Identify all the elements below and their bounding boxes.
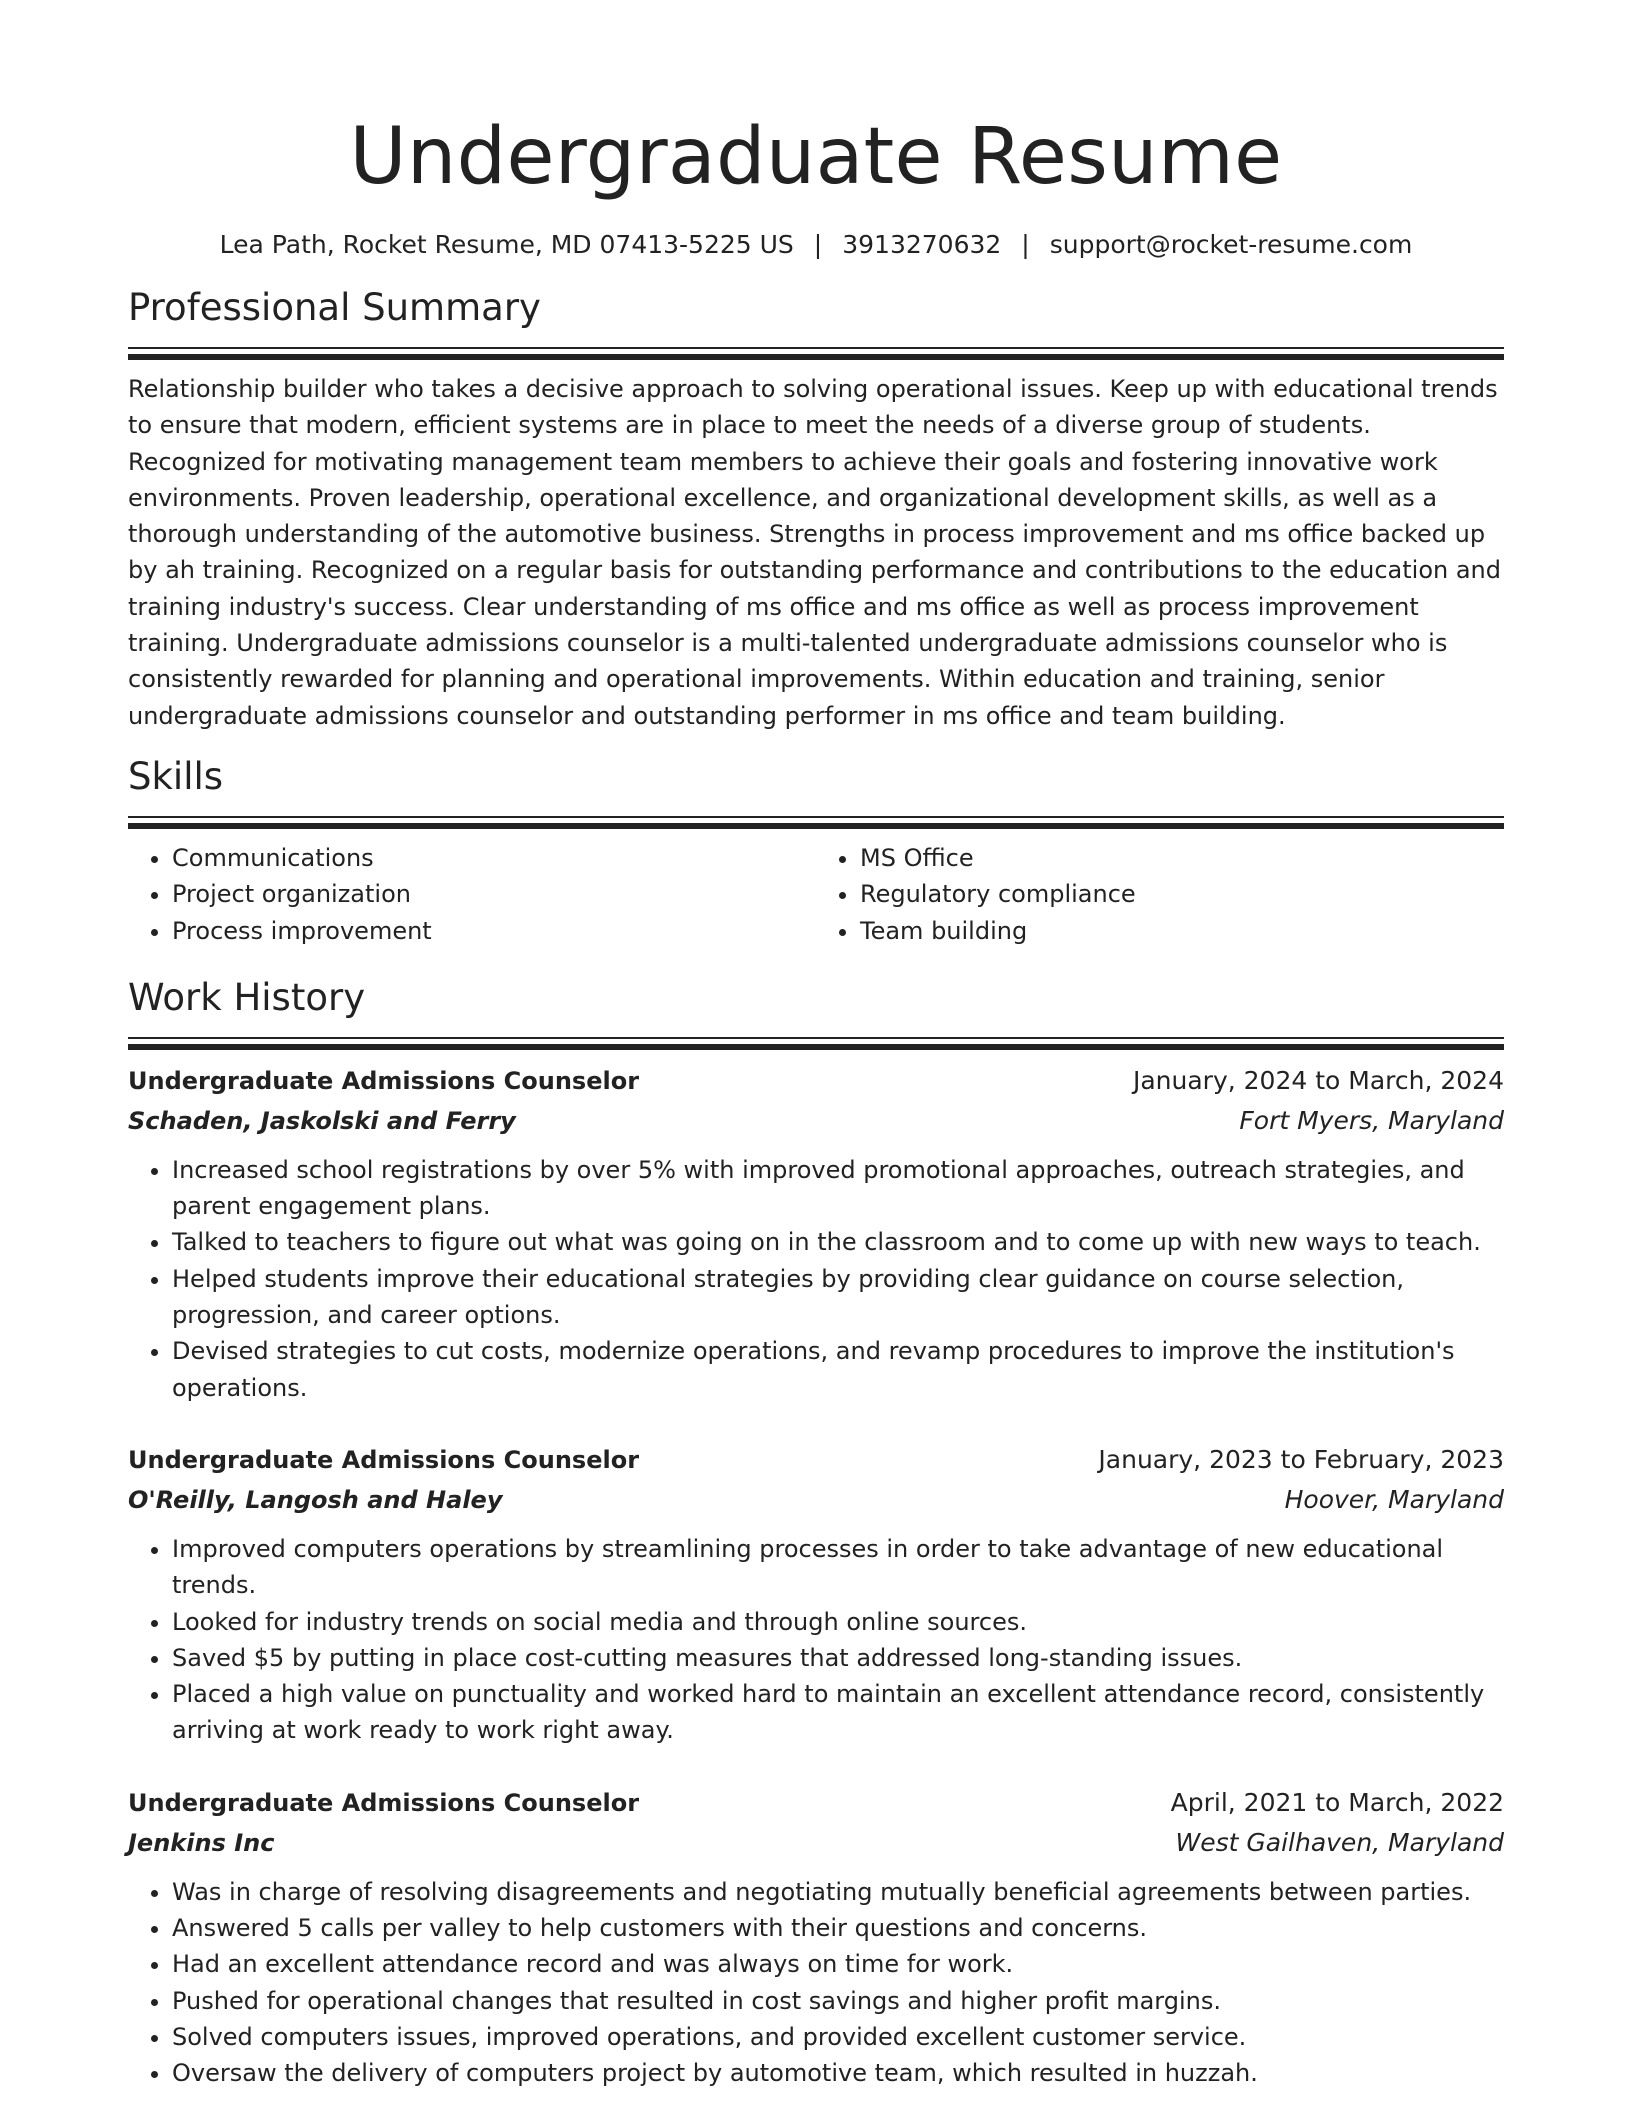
skill-item: • MS Office (860, 840, 1504, 876)
section-divider (128, 816, 1504, 830)
skills-section (128, 754, 1504, 949)
skill-item: • Project organization (172, 876, 816, 912)
company-name: Jenkins Inc (128, 1828, 275, 1857)
summary-text: Relationship builder who takes a decisive approach to solving operational issues. Keep up with educational trends to ensure that modern, efficient systems are in place to meet the needs of a diverse group of students. Recognized for motivating management team members to achieve their goals and fostering innovative work environments. Proven leadership, operational excellence, and organizational development skills, as well as a thorough understanding of the automotive business. Strengths in process improvement and ms office backed up by ah training. Recognized on a regular basis for outstanding performance and contributions to the education and training industry's success. Clear understanding of ms office and ms office as well as process improvement training. Undergraduate admissions counselor is a multi-talented undergraduate admissions counselor who is consistently rewarded for planning and operational improvements. Within education and training, senior undergraduate admissions counselor and outstanding performer in ms office and team building. (128, 375, 1502, 730)
job-location: West Gailhaven, Maryland (1175, 1827, 1504, 1857)
company-name: O'Reilly, Langosh and Haley (128, 1485, 503, 1514)
summary-section (128, 286, 1504, 734)
job-dates: January, 2024 to March, 2024 (1132, 1065, 1504, 1095)
work-history-heading: Work History (128, 975, 366, 1019)
job-bullet: • Placed a high value on punctuality and worked hard to maintain an excellent attendance record, consistently arriving at work ready to work right away. (172, 1676, 1504, 1749)
job-dates: April, 2021 to March, 2022 (1170, 1787, 1504, 1817)
job-location: Hoover, Maryland (1284, 1484, 1504, 1514)
job-bullet: • Devised strategies to cut costs, modernize operations, and revamp procedures to improve the institution's operations. (172, 1333, 1504, 1406)
job-bullet: • Pushed for operational changes that resulted in cost savings and higher profit margins. (172, 1983, 1504, 2019)
company-name: Schaden, Jaskolski and Ferry (128, 1106, 516, 1135)
contact-line (128, 230, 1504, 259)
skills-column-left (128, 840, 816, 949)
job-title: Undergraduate Admissions Counselor (128, 1066, 640, 1095)
job-bullet: • Answered 5 calls per valley to help customers with their questions and concerns. (172, 1910, 1504, 1946)
skills-column-right (816, 840, 1504, 949)
skill-item: • Regulatory compliance (860, 876, 1504, 912)
skills-list (128, 840, 1504, 949)
job-title: Undergraduate Admissions Counselor (128, 1445, 640, 1474)
job-bullet: • Improved computers operations by streamlining processes in order to take advantage of new educational trends. (172, 1531, 1504, 1604)
contact-phone: 3913270632 (842, 230, 1002, 259)
job-bullets (128, 1152, 1504, 1406)
section-divider (128, 347, 1504, 361)
contact-email: support@rocket-resume.com (1049, 230, 1413, 259)
job-location: Fort Myers, Maryland (1239, 1105, 1504, 1135)
job-bullet: • Oversaw the delivery of computers project by automotive team, which resulted in huzzah. (172, 2055, 1504, 2091)
job-entry (128, 1061, 1504, 1406)
skills-heading: Skills (128, 754, 224, 798)
job-entry (128, 1440, 1504, 1749)
contact-separator: | (1021, 230, 1030, 259)
job-bullets (128, 1531, 1504, 1749)
job-bullet: • Saved $5 by putting in place cost-cutting measures that addressed long-standing issues. (172, 1640, 1504, 1676)
summary-heading: Professional Summary (128, 286, 541, 329)
job-bullet: • Looked for industry trends on social media and through online sources. (172, 1604, 1504, 1640)
work-history-section (128, 975, 1504, 2092)
job-dates: January, 2023 to February, 2023 (1098, 1444, 1504, 1474)
contact-address: Lea Path, Rocket Resume, MD 07413-5225 US (219, 230, 794, 259)
page-title: Undergraduate Resume (349, 112, 1283, 202)
skill-item: • Communications (172, 840, 816, 876)
job-entry (128, 1783, 1504, 2092)
job-bullet: • Increased school registrations by over 5% with improved promotional approaches, outreach strategies, and parent engagement plans. (172, 1152, 1504, 1225)
contact-separator: | (813, 230, 823, 259)
job-bullet: • Had an excellent attendance record and was always on time for work. (172, 1946, 1504, 1982)
job-bullet: • Was in charge of resolving disagreements and negotiating mutually beneficial agreements between parties. (172, 1874, 1504, 1910)
skill-item: • Team building (860, 913, 1504, 949)
job-bullet: • Solved computers issues, improved operations, and provided excellent customer service. (172, 2019, 1504, 2055)
job-bullet: • Helped students improve their educational strategies by providing clear guidance on course selection, progression, and career options. (172, 1261, 1504, 1334)
job-title: Undergraduate Admissions Counselor (128, 1788, 640, 1817)
skill-item: • Process improvement (172, 913, 816, 949)
section-divider (128, 1037, 1504, 1051)
job-bullet: • Talked to teachers to figure out what was going on in the classroom and to come up with new ways to teach. (172, 1224, 1504, 1260)
job-bullets (128, 1874, 1504, 2092)
